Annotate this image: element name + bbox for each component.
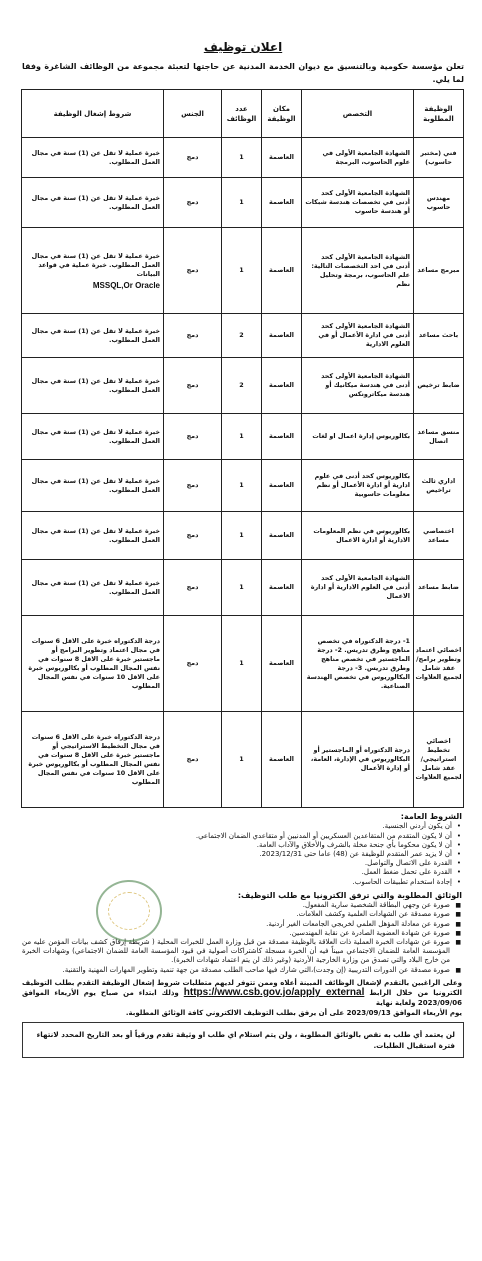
job-title: اداري ثالث تراخيص xyxy=(414,460,464,512)
job-specialization: درجة الدكتوراه أو الماجستير أو البكالوريوس في الإدارة، العامة، أو إدارة الأعمال xyxy=(302,712,414,808)
list-item: ■ صورة عن شهادة العضوية الصادرة عن نقابة المهندسين. xyxy=(22,929,462,938)
required-documents-list xyxy=(22,901,462,975)
job-location: العاصمة xyxy=(262,138,302,178)
job-specialization: الشهادة الجامعية الأولى كحد أدنى في هندسة ميكانيك أو هندسة ميكاترونكس xyxy=(302,358,414,414)
job-title: ضابط مساعد xyxy=(414,560,464,616)
job-count: 1 xyxy=(222,228,262,314)
job-specialization: بكالوريوس إدارة اعمال او لغات xyxy=(302,414,414,460)
job-title: فني (مختبر حاسوب) xyxy=(414,138,464,178)
list-item: • أن لا يكون محكوما بأي جنحة مخلة بالشرف والأخلاق والآداب العامة. xyxy=(22,841,462,850)
job-title: اختصاصي مساعد xyxy=(414,512,464,560)
header-count: عدد الوظائف xyxy=(222,90,262,138)
header-conditions: شروط إشغال الوظيفة xyxy=(22,90,164,138)
list-item: • أن لا يزيد عمر المتقدم للوظيفة عن (48) عاما حتى 2023/12/31. xyxy=(22,850,462,859)
job-title: مبرمج مساعد xyxy=(414,228,464,314)
job-count: 2 xyxy=(222,358,262,414)
important-note-box: لن يعتمد أي طلب به نقص بالوثائق المطلوبة ، ولن يتم استلام اي طلب او وثيقة تقدم ورقياً أو بعد التاريخ المحدد لانتهاء فترة استقبال الطلبات. xyxy=(22,1022,464,1058)
list-item: ■ صورة مصدقة عن الشهادات العلمية وكشف العلامات. xyxy=(22,910,462,919)
job-gender: دمج xyxy=(164,512,222,560)
job-conditions: خبرة عملية لا تقل عن (1) سنة في مجال العمل المطلوب. xyxy=(22,560,164,616)
header-location: مكان الوظيفة xyxy=(262,90,302,138)
job-title: مهندس حاسوب xyxy=(414,178,464,228)
job-location: العاصمة xyxy=(262,712,302,808)
job-gender: دمج xyxy=(164,460,222,512)
page-title: اعلان توظيف xyxy=(203,40,283,54)
application-period: وذلك ابتداء من صباح يوم الأربعاء الموافق 2023/09/06 ولغاية نهاية xyxy=(22,988,462,1007)
general-conditions-list xyxy=(22,822,462,886)
job-conditions: خبرة عملية لا تقل عن (1) سنة في مجال العمل المطلوب. xyxy=(22,314,164,358)
table-row xyxy=(22,228,464,314)
job-count: 1 xyxy=(222,560,262,616)
job-gender: دمج xyxy=(164,712,222,808)
table-row xyxy=(22,178,464,228)
application-link[interactable]: https://www.csb.gov.jo/apply_external xyxy=(183,986,365,998)
header-gender: الجنس xyxy=(164,90,222,138)
table-row xyxy=(22,560,464,616)
job-location: العاصمة xyxy=(262,512,302,560)
general-conditions xyxy=(22,812,464,1018)
job-conditions: خبرة عملية لا تقل عن (1) سنة في مجال العمل المطلوب. xyxy=(22,460,164,512)
intro-paragraph: تعلن مؤسسة حكومية وبالتنسيق مع ديوان الخدمة المدنية عن حاجتها لتعبئة مجموعة من الوظائف الشاغرة وفقا لما يلي. xyxy=(22,62,464,84)
job-specialization: الشهادة الجامعية الأولى في علوم الحاسوب، البرمجة xyxy=(302,138,414,178)
job-location: العاصمة xyxy=(262,178,302,228)
table-row xyxy=(22,616,464,712)
application-deadline: يوم الأربعاء الموافق 2023/09/13 على أن يرفق بطلب التوظيف الالكتروني كافة الوثائق المطلوبة. xyxy=(125,1008,462,1017)
table-row xyxy=(22,414,464,460)
list-item: • أن يكون أردني الجنسية. xyxy=(22,822,462,831)
job-count: 1 xyxy=(222,616,262,712)
jobs-table xyxy=(21,89,464,808)
job-title: ضابط ترخيص xyxy=(414,358,464,414)
database-requirement: MSSQL,Or Oracle xyxy=(92,280,160,290)
table-row xyxy=(22,358,464,414)
job-location: العاصمة xyxy=(262,358,302,414)
job-specialization: بكالوريوس كحد أدنى في علوم ادارية أو ادارة الأعمال أو نظم معلومات حاسوبية xyxy=(302,460,414,512)
general-conditions-title: الشروط العامة: xyxy=(400,812,462,821)
job-gender: دمج xyxy=(164,358,222,414)
list-item: ■ صورة عن شهادات الخبرة العملية ذات العلاقة بالوظيفة مصدقة من قبل وزارة العمل للخبرات المحلية ( شريطة إرفاق كشف بيانات المؤمن عليه من المؤسسة العامة للضمان الاجتماعي مبيناً فيه أن الخبرة مسجلة كاشتراكات أصولية في قيود المؤسسة العامة للضمان الاجتماعي) وشهادات الخبرة من خارج البلاد والتي تصدق من وزارة الخارجية الأردنية (وغير ذلك لن يتم اعتماد شهادات الخبرة). xyxy=(22,938,462,966)
job-location: العاصمة xyxy=(262,414,302,460)
job-title: منسق مساعد اتصال xyxy=(414,414,464,460)
job-gender: دمج xyxy=(164,616,222,712)
job-specialization: الشهادة الجامعية الأولى كحد أدنى في احد التخصصات التالية: علم الحاسوب، برمجة وتحليل نظم xyxy=(302,228,414,314)
table-row xyxy=(22,138,464,178)
job-conditions-cell xyxy=(22,228,164,314)
job-gender: دمج xyxy=(164,138,222,178)
table-row xyxy=(22,460,464,512)
job-conditions: خبرة عملية لا تقل عن (1) سنة في مجال العمل المطلوب. xyxy=(22,358,164,414)
job-location: العاصمة xyxy=(262,560,302,616)
job-title: اخصائي تخطيط استراتيجي/ عقد شامل لجميع العلاوات xyxy=(414,712,464,808)
list-item: ■ صورة عن وجهي البطاقة الشخصية سارية المفعول. xyxy=(22,901,462,910)
header-job: الوظيفة المطلوبة xyxy=(414,90,464,138)
job-gender: دمج xyxy=(164,228,222,314)
list-item: • القدرة على الاتصال والتواصل. xyxy=(22,859,462,868)
job-conditions: خبرة عملية لا تقل عن (1) سنة في مجال العمل المطلوب. خبرة عملية في قواعد البيانات xyxy=(31,251,160,278)
job-specialization: 1- درجة الدكتوراه في تخصص مناهج وطرق تدريس. 2- درجة الماجستير في تخصص مناهج وطرق تدريس. 3- درجة البكالوريوس في تخصص الهندسة الصناعية. xyxy=(302,616,414,712)
job-conditions: درجة الدكتوراه خبرة على الاقل 6 سنوات في مجال اعتماد وتطوير البرامج أو ماجستير خبرة على الاقل 8 سنوات في نفس المجال المطلوب أو بكالوريوس خبرة على الاقل 10 سنوات في نفس المجال المطلوب xyxy=(22,616,164,712)
job-specialization: الشهادة الجامعية الأولى كحد أدنى في تخصصات هندسة شبكات أو هندسة حاسوب xyxy=(302,178,414,228)
job-specialization: بكالوريوس في نظم المعلومات الادارية أو ادارة الاعمال xyxy=(302,512,414,560)
job-count: 1 xyxy=(222,460,262,512)
list-item: ■ صورة مصدقة عن الدورات التدريبية (إن وجدت)،التي شارك فيها صاحب الطلب مصدقة من جهة تنمية وتطوير المهارات المهنية والتقنية. xyxy=(22,966,462,975)
job-count: 1 xyxy=(222,178,262,228)
job-conditions: خبرة عملية لا تقل عن (1) سنة في مجال العمل المطلوب. xyxy=(22,512,164,560)
table-row xyxy=(22,712,464,808)
list-item: • إجادة استخدام تطبيقات الحاسوب. xyxy=(22,878,462,887)
application-text: وعلى الراغبين بالتقدم لإشغال الوظائف المبينة أعلاه وممن تتوفر لديهم متطلبات شروط إشغال الوظيفة التقدم بطلب التوظيف الكترونيا من خلال الرابط xyxy=(22,978,463,997)
job-location: العاصمة xyxy=(262,228,302,314)
job-conditions: خبرة عملية لا تقل عن (1) سنة في مجال العمل المطلوب. xyxy=(22,178,164,228)
table-header-row xyxy=(22,90,464,138)
job-title: اخصائي اعتماد وتطوير برامج/ عقد شامل لجميع العلاوات xyxy=(414,616,464,712)
job-specialization: الشهادة الجامعية الأولى كحد أدنى في العلوم الادارية أو ادارة الاعمال xyxy=(302,560,414,616)
header-specialization: التخصص xyxy=(302,90,414,138)
job-conditions: خبرة عملية لا تقل عن (1) سنة في مجال العمل المطلوب. xyxy=(22,138,164,178)
table-row xyxy=(22,314,464,358)
job-count: 1 xyxy=(222,512,262,560)
job-count: 1 xyxy=(222,414,262,460)
list-item: • أن لا يكون المتقدم من المتقاعدين العسكريين أو المدنيين أو متقاعدي الضمان الاجتماعي. xyxy=(22,832,462,841)
job-gender: دمج xyxy=(164,560,222,616)
job-count: 2 xyxy=(222,314,262,358)
job-location: العاصمة xyxy=(262,460,302,512)
required-documents-title: الوثائق المطلوبة والتي ترفق الكترونيا مع طلب التوظيف: xyxy=(237,890,462,900)
job-conditions: خبرة عملية لا تقل عن (1) سنة في مجال العمل المطلوب. xyxy=(22,414,164,460)
application-instructions xyxy=(22,978,462,1008)
job-gender: دمج xyxy=(164,414,222,460)
job-conditions: درجة الدكتوراه خبرة على الاقل 6 سنوات في مجال التخطيط الاستراتيجي أو ماجستير خبرة على الاقل 8 سنوات في نفس المجال المطلوب أو بكالوريوس خبرة على الاقل 10 سنوات في نفس المجال المطلوب xyxy=(22,712,164,808)
job-gender: دمج xyxy=(164,314,222,358)
list-item: ■ صورة عن معادلة المؤهل العلمي لخريجي الجامعات الغير أردنية. xyxy=(22,920,462,929)
table-row xyxy=(22,512,464,560)
job-count: 1 xyxy=(222,712,262,808)
job-specialization: الشهادة الجامعية الأولى كحد أدنى في ادارة الأعمال أو في العلوم الادارية xyxy=(302,314,414,358)
job-location: العاصمة xyxy=(262,314,302,358)
list-item: • القدرة على تحمل ضغط العمل. xyxy=(22,868,462,877)
job-location: العاصمة xyxy=(262,616,302,712)
job-count: 1 xyxy=(222,138,262,178)
official-seal-icon xyxy=(96,880,162,942)
job-title: باحث مساعد xyxy=(414,314,464,358)
job-gender: دمج xyxy=(164,178,222,228)
